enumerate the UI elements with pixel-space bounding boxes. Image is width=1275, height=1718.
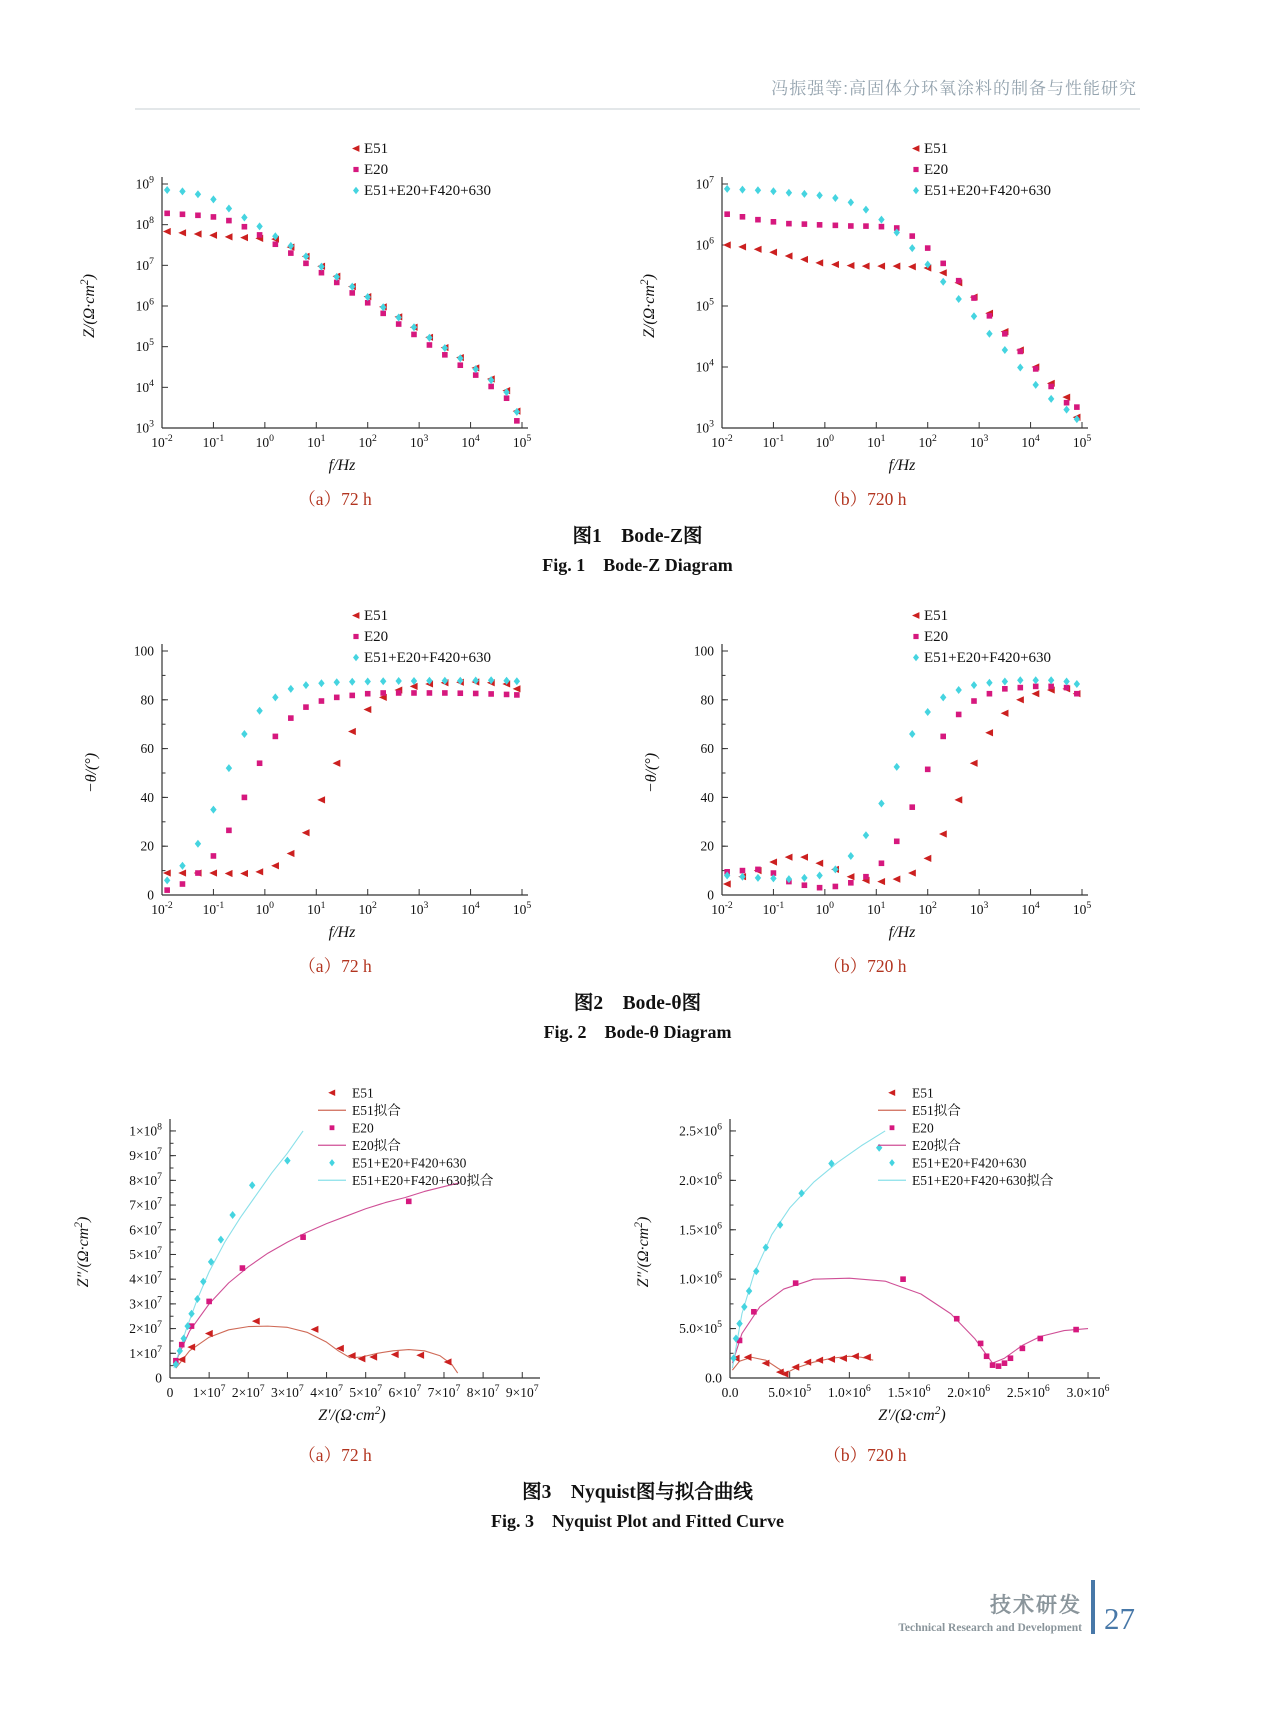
svg-text:107: $10^7$ [695,174,714,192]
svg-text:E20: E20 [364,162,389,178]
chart-bode-z-72h [70,134,570,486]
chart-bode-theta-72h [70,601,570,953]
figure-3-charts-row [0,1078,1275,1442]
svg-text:E51: E51 [924,608,949,624]
svg-text:60: 60 [700,741,714,757]
svg-text:6×107: $6\times 10^7$ [388,1383,422,1400]
svg-text:101: $10^1$ [307,900,326,917]
svg-text:103: $10^3$ [969,900,989,917]
svg-text:Z″/(Ω·cm2): $Z''/(\Omega\cdot cm^2)$ [73,1216,92,1288]
svg-text:6×107: $6\times 10^7$ [129,1220,162,1238]
svg-text:0: 0 [707,887,714,903]
fig2-title-en: Fig. 2 Bode-θ Diagram [543,1022,732,1042]
svg-text:80: 80 [140,692,154,708]
svg-text:102: $10^2$ [918,900,937,917]
svg-text:10-1: $10^{-1}$ [762,433,785,450]
svg-text:5.0×105: $5.0\times 10^5$ [768,1383,812,1400]
fig3-title-cn: 图3 Nyquist图与拟合曲线 [522,1482,753,1503]
svg-text:E51: E51 [352,1085,374,1101]
svg-text:2×107: $2\times 10^7$ [129,1319,162,1337]
svg-text:E51+E20+F420+630: E51+E20+F420+630 [924,650,1052,666]
svg-text:2.0×106: $2.0\times 10^6$ [947,1383,991,1400]
fig3-caption-b: （b）720 h [823,1445,907,1465]
svg-text:Z/(Ω·cm2): $Z/(\Omega\cdot cm^2)$ [639,274,658,338]
svg-text:7×107: $7\times 10^7$ [129,1195,162,1213]
svg-text:5×107: $5\times 10^7$ [349,1383,383,1400]
svg-text:106: $10^6$ [695,235,714,253]
fig1-caption-a: （a）72 h [298,489,372,509]
svg-text:1.5×106: $1.5\times 10^6$ [887,1383,931,1400]
svg-text:1.5×106: $1.5\times 10^6$ [679,1220,722,1238]
svg-text:105: $10^5$ [512,900,532,917]
fig2-title-cn: 图2 Bode-θ图 [573,993,702,1014]
svg-text:1×107: $1\times 10^7$ [192,1383,226,1400]
svg-text:5×107: $5\times 10^7$ [129,1244,162,1262]
svg-text:E51+E20+F420+630: E51+E20+F420+630 [352,1155,467,1171]
chart-bode-theta-720h [630,601,1130,953]
svg-text:100: 100 [133,643,154,659]
svg-text:0.0: 0.0 [705,1370,722,1386]
svg-text:1.0×106: $1.0\times 10^6$ [827,1383,871,1400]
svg-text:104: $10^4$ [461,900,480,917]
chart-nyquist-72h [70,1078,570,1442]
footer-divider [1091,1580,1095,1634]
svg-text:100: $10^0$ [815,900,835,917]
svg-text:105: $10^5$ [135,337,154,355]
svg-text:8×107: $8\times 10^7$ [129,1170,162,1188]
fig1-title-en: Fig. 1 Bode-Z Diagram [542,555,733,575]
svg-text:Z′/(Ω·cm2): $Z'/(\Omega\cdot cm^2)$ [318,1405,386,1424]
svg-text:2.5×106: $2.5\times 10^6$ [679,1121,722,1139]
svg-text:0.0: 0.0 [721,1385,739,1400]
svg-text:3×107: $3\times 10^7$ [129,1294,162,1312]
svg-text:4×107: $4\times 10^7$ [129,1269,162,1287]
svg-text:E20拟合: E20拟合 [352,1137,401,1153]
header-running-title: 冯振强等:高固体分环氧涂料的制备与性能研究 [771,79,1137,98]
svg-text:102: $10^2$ [358,433,377,450]
svg-text:10-2: $10^{-2}$ [151,433,173,450]
svg-text:E51+E20+F420+630: E51+E20+F420+630 [364,183,492,199]
svg-text:100: $10^0$ [255,900,275,917]
svg-text:f/Hz: f/Hz [888,457,916,474]
svg-text:E51+E20+F420+630拟合: E51+E20+F420+630拟合 [912,1172,1054,1188]
svg-text:Z′/(Ω·cm2): $Z'/(\Omega\cdot cm^2)$ [878,1405,946,1424]
svg-text:103: $10^3$ [695,418,714,436]
svg-text:E51+E20+F420+630: E51+E20+F420+630 [364,650,492,666]
svg-text:Z″/(Ω·cm2): $Z''/(\Omega\cdot cm^2)$ [633,1216,652,1288]
svg-text:40: 40 [700,789,714,805]
svg-text:101: $10^1$ [307,433,326,450]
svg-text:Z/(Ω·cm2): $Z/(\Omega\cdot cm^2)$ [79,274,98,338]
svg-text:E51+E20+F420+630拟合: E51+E20+F420+630拟合 [352,1172,494,1188]
svg-text:103: $10^3$ [409,433,429,450]
svg-text:1×108: $1\times 10^8$ [129,1121,162,1139]
svg-text:E20: E20 [924,629,949,645]
svg-text:101: $10^1$ [867,900,886,917]
svg-text:100: $10^0$ [255,433,275,450]
svg-text:105: $10^5$ [695,296,714,314]
svg-text:0: 0 [147,887,154,903]
svg-text:100: 100 [693,643,714,659]
svg-text:4×107: $4\times 10^7$ [310,1383,343,1400]
page-number: 27 [1104,1601,1135,1636]
svg-text:E51+E20+F420+630: E51+E20+F420+630 [924,183,1052,199]
svg-text:20: 20 [700,838,714,854]
svg-text:102: $10^2$ [358,900,377,917]
svg-text:f/Hz: f/Hz [328,457,356,474]
fig2-caption-a: （a）72 h [298,956,372,976]
svg-text:10-2: $10^{-2}$ [711,433,733,450]
footer-section-cn: 技术研发 [990,1594,1082,1617]
svg-text:E20: E20 [352,1120,374,1136]
svg-text:8×107: $8\times 10^7$ [466,1383,500,1400]
svg-text:E51: E51 [912,1085,934,1101]
svg-text:E51拟合: E51拟合 [912,1102,961,1118]
chart-nyquist-720h [630,1078,1130,1442]
svg-text:60: 60 [140,741,154,757]
svg-text:E20: E20 [912,1120,934,1136]
svg-text:E51: E51 [924,141,949,157]
svg-text:104: $10^4$ [1021,900,1040,917]
svg-text:103: $10^3$ [409,900,429,917]
svg-text:0: 0 [155,1370,162,1386]
svg-text:10-1: $10^{-1}$ [202,433,225,450]
svg-text:f/Hz: f/Hz [888,924,916,941]
svg-text:40: 40 [140,789,154,805]
figure-3-subcaptions [0,1442,1275,1467]
header-rule [135,108,1140,110]
svg-text:E51: E51 [364,141,389,157]
figure-2-charts-row [0,601,1275,953]
figure-1-subcaptions [0,486,1275,511]
svg-text:10-2: $10^{-2}$ [711,900,733,917]
svg-text:2×107: $2\times 10^7$ [231,1383,265,1400]
fig2-caption-b: （b）720 h [823,956,907,976]
svg-text:2.5×106: $2.5\times 10^6$ [1006,1383,1050,1400]
fig3-title-en: Fig. 3 Nyquist Plot and Fitted Curve [490,1511,784,1531]
svg-text:E20拟合: E20拟合 [912,1137,961,1153]
svg-text:E20: E20 [924,162,949,178]
svg-text:105: $10^5$ [1072,433,1092,450]
chart-bode-z-720h [630,134,1130,486]
figure-3-nyquist [0,1078,1275,1533]
svg-text:9×107: $9\times 10^7$ [129,1146,162,1164]
svg-text:104: $10^4$ [135,377,154,395]
figure-2-bode-theta [0,601,1275,1044]
svg-text:E51拟合: E51拟合 [352,1102,401,1118]
svg-text:0: 0 [166,1385,174,1400]
svg-text:7×107: $7\times 10^7$ [427,1383,461,1400]
svg-text:10-1: $10^{-1}$ [202,900,225,917]
svg-text:106: $10^6$ [135,296,154,314]
figure-2-subcaptions [0,953,1275,978]
svg-text:5.0×105: $5.0\times 10^5$ [679,1319,722,1337]
svg-text:E20: E20 [364,629,389,645]
svg-text:104: $10^4$ [1021,433,1040,450]
svg-text:107: $10^7$ [135,255,154,273]
footer-section [898,1589,1082,1634]
svg-text:105: $10^5$ [512,433,532,450]
svg-text:−θ/(°): −θ/(°) [643,752,660,794]
svg-text:f/Hz: f/Hz [328,924,356,941]
svg-text:101: $10^1$ [867,433,886,450]
svg-text:105: $10^5$ [1072,900,1092,917]
svg-text:3×107: $3\times 10^7$ [271,1383,304,1400]
svg-text:10-1: $10^{-1}$ [762,900,785,917]
fig1-caption-b: （b）720 h [823,489,907,509]
svg-text:102: $10^2$ [918,433,937,450]
svg-text:−θ/(°): −θ/(°) [83,752,100,794]
svg-text:80: 80 [700,692,714,708]
svg-text:1×107: $1\times 10^7$ [129,1343,162,1361]
svg-text:3.0×106: $3.0\times 10^6$ [1066,1383,1110,1400]
svg-text:10-2: $10^{-2}$ [151,900,173,917]
fig3-caption-a: （a）72 h [298,1445,372,1465]
figure-1-bode-z [0,134,1275,577]
footer-section-en: Technical Research and Development [898,1622,1082,1634]
svg-text:103: $10^3$ [135,418,154,436]
svg-text:E51: E51 [364,608,389,624]
fig1-title-cn: 图1 Bode-Z图 [572,526,703,547]
page-footer [898,1580,1135,1634]
svg-text:9×107: $9\times 10^7$ [505,1383,539,1400]
svg-text:103: $10^3$ [969,433,989,450]
svg-text:1.0×106: $1.0\times 10^6$ [679,1269,722,1287]
svg-text:E51+E20+F420+630: E51+E20+F420+630 [912,1155,1027,1171]
svg-text:100: $10^0$ [815,433,835,450]
svg-text:104: $10^4$ [695,357,714,375]
svg-text:2.0×106: $2.0\times 10^6$ [679,1170,722,1188]
svg-text:108: $10^8$ [135,215,154,233]
svg-text:20: 20 [140,838,154,854]
svg-text:104: $10^4$ [461,433,480,450]
svg-text:109: $10^9$ [135,174,154,192]
figure-1-charts-row [0,134,1275,486]
